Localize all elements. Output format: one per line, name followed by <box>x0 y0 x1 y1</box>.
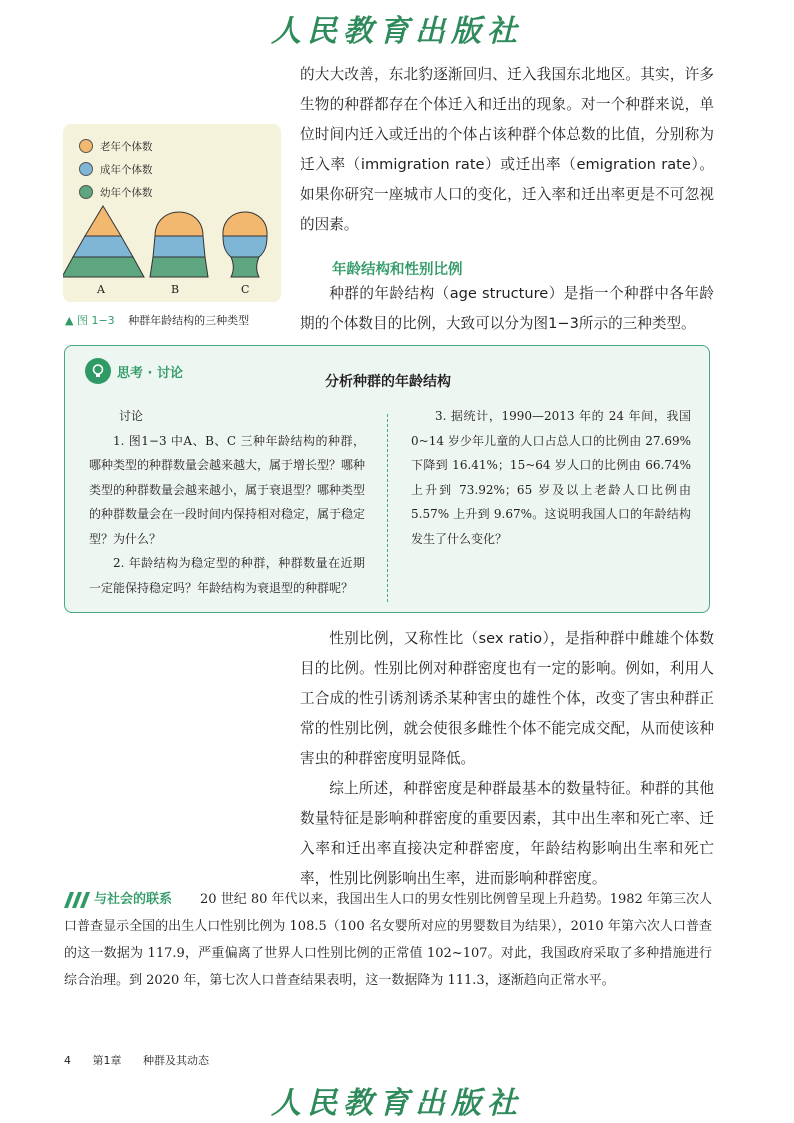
society-label-text: 与社会的联系 <box>94 892 173 907</box>
age-pyramids-svg <box>63 124 281 302</box>
pyramid-c-adult <box>223 236 267 257</box>
legend-old-label: 老年个体数 <box>100 140 153 153</box>
discussion-tag-label: 思考 · 讨论 <box>117 365 183 381</box>
intro-paragraph: 的大大改善，东北豹逐渐回归、迁入我国东北地区。其实，许多生物的种群都存在个体迁入和迁出的现象。对一个种群来说，单位时间内迁入或迁出的个体占该种群个体总数的比值，分别称为迁入率（immigration rate）或迁出率（emigration rate）。如果你研究一座城市人口的变化，迁入率和迁出率更是不可忽视的因素。 <box>300 66 714 233</box>
discussion-box <box>64 345 710 613</box>
society-label <box>64 886 172 913</box>
label-c: C <box>241 283 250 296</box>
column-divider <box>387 414 388 602</box>
figure-age-structure <box>63 124 281 302</box>
label-b: B <box>171 283 180 296</box>
pyramid-c-young <box>231 257 259 277</box>
pyramid-b-old <box>155 212 203 236</box>
section-title: 年龄结构和性别比例 <box>332 262 463 278</box>
figure-caption-text: 种群年龄结构的三种类型 <box>128 314 250 327</box>
discussion-q2: 2. 年龄结构为稳定型的种群，种群数量在近期一定能保持稳定吗？年龄结构为衰退型的种群呢？ <box>89 556 365 595</box>
legend-adult-label: 成年个体数 <box>100 163 153 176</box>
discussion-title: 分析种群的年龄结构 <box>325 374 451 390</box>
figure-caption <box>65 312 249 328</box>
discussion-q1: 1. 图1−3 中A、B、C 三种年龄结构的种群，哪种类型的种群数量会越来越大，属于增长型？哪种类型的种群数量会越来越小，属于衰退型？哪种类型的种群数量会在一段时间内保持相对稳定，属于稳定型？为什么？ <box>89 433 366 546</box>
legend-young-label: 幼年个体数 <box>100 186 153 199</box>
header-watermark: 人民教育出版社 <box>271 14 523 49</box>
discussion-heading: 讨论 <box>119 409 144 423</box>
pyramid-a-young <box>63 257 144 277</box>
footer-chapter: 第1章 <box>92 1054 122 1067</box>
pyramid-a-old <box>85 206 121 236</box>
society-icon <box>64 892 90 908</box>
footer-watermark: 人民教育出版社 <box>271 1086 523 1121</box>
pyramid-c-old <box>223 212 267 236</box>
figure-caption-number: ▲ 图 1−3 <box>65 314 115 327</box>
pyramid-a-adult <box>73 236 133 257</box>
section-paragraph: 种群的年龄结构（age structure）是指一个种群中各年龄期的个体数目的比例，大致可以分为图1−3所示的三种类型。 <box>300 285 714 332</box>
sex-ratio-text <box>300 624 714 894</box>
page-number: 4 <box>64 1054 71 1067</box>
society-text: 20 世纪 80 年代以来，我国出生人口的男女性别比例曾呈现上升趋势。1982 年第三次人口普查显示全国的出生人口性别比例为 108.5（100 名女婴所对应的男婴数目为结果），2010 年第六次人口普查的这一数据为 117.9，严重偏离了世界人口性别比例的正常值 102~107。对此，我国政府采取了多种措施进行综合治理。到 2020 年，第七次人口普查结果表明，这一数据降为 111.3，逐渐趋向正常水平。 <box>64 892 712 988</box>
sex-ratio-paragraph-2: 综上所述，种群密度是种群最基本的数量特征。种群的其他数量特征是影响种群密度的重要因素，其中出生率和死亡率、迁入率和迁出率直接决定种群密度，年龄结构影响出生率和死亡率，性别比例影响出生率，进而影响种群密度。 <box>300 780 714 887</box>
pyramid-b-young <box>150 257 208 277</box>
pyramid-b-adult <box>153 236 205 257</box>
discussion-q3: 3. 据统计，1990—2013 年的 24 年间，我国 0~14 岁少年儿童的人口占总人口的比例由 27.69% 下降到 16.41%；15~64 岁人口的比例由 66.74% 上升到 73.92%；65 岁及以上老龄人口比例由 5.57% 上升到 9.67%。这说明我国人口的年龄结构发生了什么变化？ <box>411 409 691 546</box>
label-a: A <box>97 283 105 296</box>
discussion-left-column <box>89 404 365 600</box>
discussion-right-column <box>411 404 691 551</box>
page-footer <box>64 1052 227 1068</box>
intro-text <box>300 60 714 240</box>
pyramid-c <box>223 212 267 277</box>
pyramid-b <box>150 212 208 277</box>
society-connection <box>64 886 712 994</box>
section-text <box>300 279 714 339</box>
footer-chapter-title: 种群及其动态 <box>143 1054 209 1067</box>
pyramid-a <box>63 206 144 277</box>
sex-ratio-paragraph-1: 性别比例，又称性比（sex ratio），是指种群中雌雄个体数目的比例。性别比例对种群密度也有一定的影响。例如，利用人工合成的性引诱剂诱杀某种害虫的雄性个体，改变了害虫种群正常的性别比例，就会使很多雌性个体不能完成交配，从而使该种害虫的种群密度明显降低。 <box>300 630 714 767</box>
